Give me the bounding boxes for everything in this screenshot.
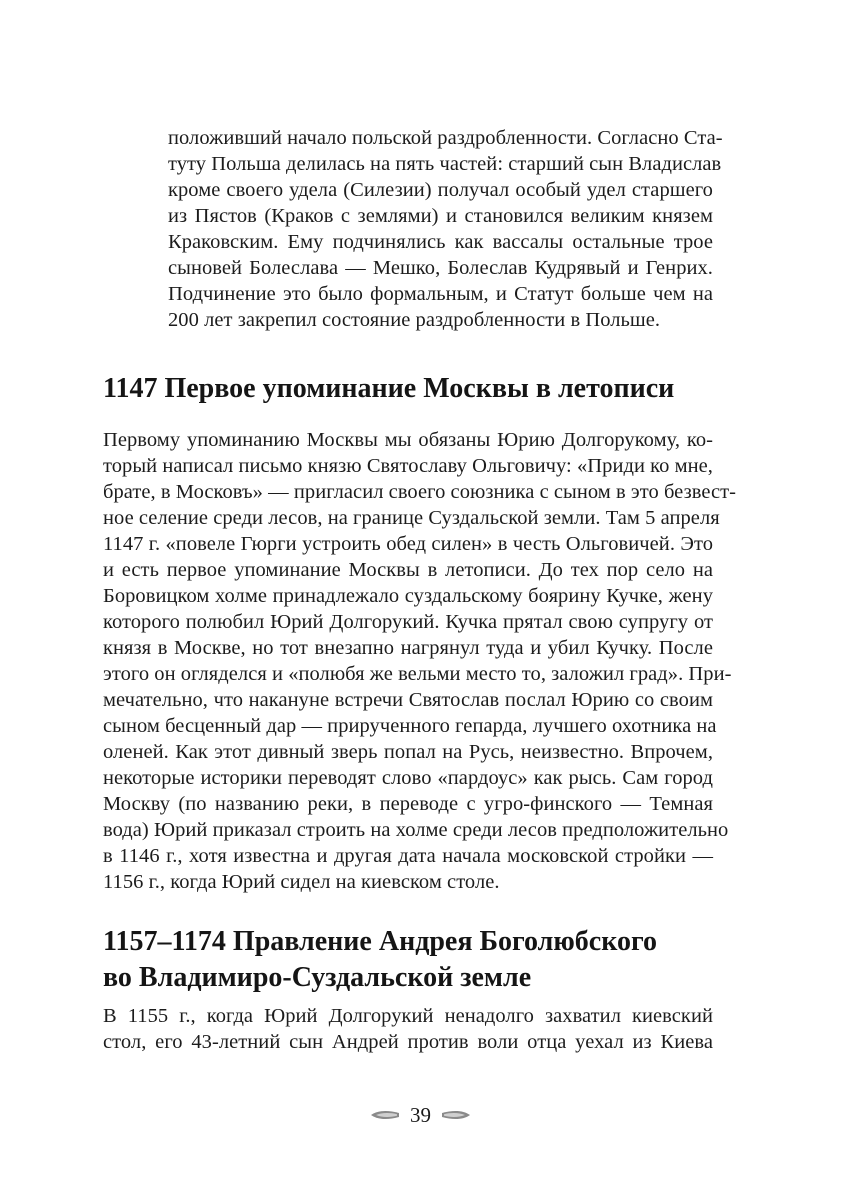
text-line: этого он огляделся и «полюбя же вельми место то, заложил град». При- <box>103 663 732 685</box>
section-heading-1147: 1147 Первое упоминание Москвы в летописи <box>103 373 675 404</box>
section-heading-1157-line1: 1157–1174 Правление Андрея Боголюбского <box>103 926 657 957</box>
text-line: брате, в Московъ» — пригласил своего союзника с сыном в это безвест- <box>103 481 737 503</box>
text-line: и есть первое упоминание Москвы в летописи. До тех пор село на <box>103 559 713 581</box>
text-line: 200 лет закрепил состояние раздробленности в Польше. <box>168 309 661 331</box>
page-number: 39 <box>410 1102 431 1127</box>
text-line: торый написал письмо князю Святославу Ольговичу: «Приди ко мне, <box>103 455 713 477</box>
ornament-left-icon <box>370 1109 400 1121</box>
text-line: Москву (по названию реки, в переводе с угро-финского — Темная <box>103 793 713 815</box>
text-line: Краковским. Ему подчинялись как вассалы остальные трое <box>168 231 713 253</box>
text-line: В 1155 г., когда Юрий Долгорукий ненадолго захватил киевский <box>103 1005 713 1027</box>
text-line: сыном бесценный дар — прирученного гепарда, лучшего охотника на <box>103 715 717 737</box>
text-line: мечательно, что накануне встречи Святослав послал Юрию со своим <box>103 689 713 711</box>
text-line: вода) Юрий приказал строить на холме среди лесов предположительно <box>103 819 729 841</box>
text-line: 1147 г. «повеле Гюрги устроить обед силен» в честь Ольговичей. Это <box>103 533 713 555</box>
ornament-right-icon <box>441 1109 471 1121</box>
text-line: туту Польша делилась на пять частей: старший сын Владислав <box>168 153 722 175</box>
text-line: Боровицком холме принадлежало суздальскому боярину Кучке, жену <box>103 585 713 607</box>
text-line: ное селение среди лесов, на границе Суздальской земли. Там 5 апреля <box>103 507 720 529</box>
text-line: Подчинение это было формальным, и Статут больше чем на <box>168 283 713 305</box>
text-line: которого полюбил Юрий Долгорукий. Кучка прятал свою супругу от <box>103 611 713 633</box>
text-line: князя в Москве, но тот внезапно нагрянул туда и убил Кучку. После <box>103 637 713 659</box>
text-line: кроме своего удела (Силезии) получал особый удел старшего <box>168 179 713 201</box>
text-line: Первому упоминанию Москвы мы обязаны Юрию Долгорукому, ко- <box>103 429 713 451</box>
page-footer <box>0 1100 841 1130</box>
section-heading-1157-line2: во Владимиро-Суздальской земле <box>103 962 532 993</box>
text-line: стол, его 43-летний сын Андрей против воли отца уехал из Киева <box>103 1031 713 1053</box>
text-line: некоторые историки переводят слово «пардоус» как рысь. Сам город <box>103 767 713 789</box>
text-line: положивший начало польской раздробленности. Согласно Ста- <box>168 127 723 149</box>
text-line: в 1146 г., хотя известна и другая дата начала московской стройки — <box>103 845 713 867</box>
text-line: 1156 г., когда Юрий сидел на киевском столе. <box>103 871 500 893</box>
text-line: сыновей Болеслава — Мешко, Болеслав Кудрявый и Генрих. <box>168 257 713 279</box>
text-line: из Пястов (Краков с землями) и становился великим князем <box>168 205 713 227</box>
text-line: оленей. Как этот дивный зверь попал на Русь, неизвестно. Впрочем, <box>103 741 713 763</box>
